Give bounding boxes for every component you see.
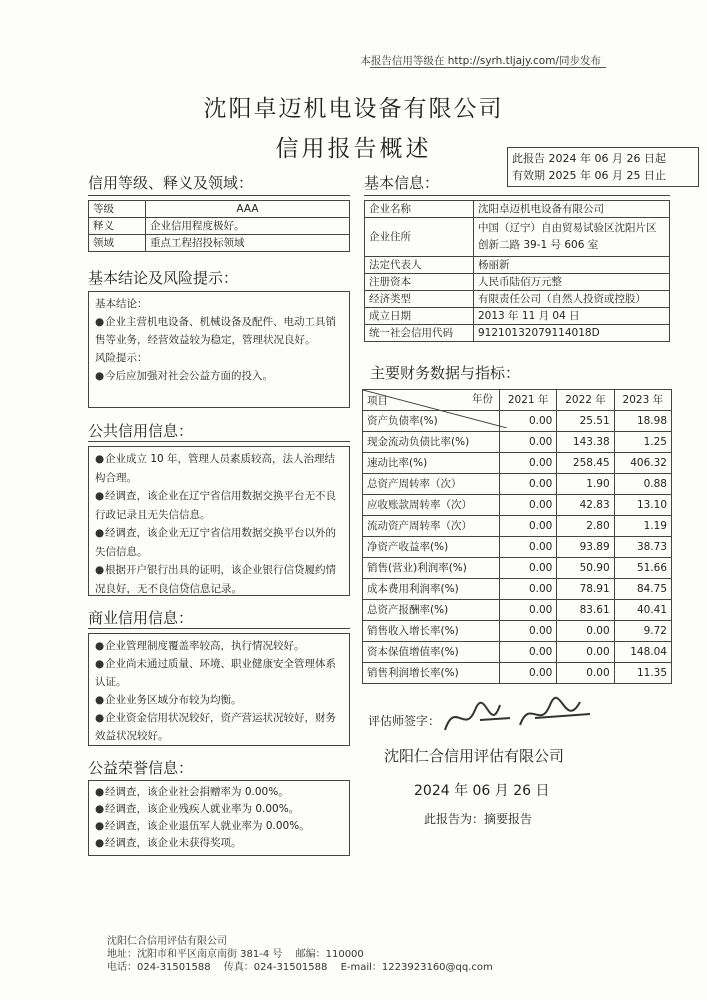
table-header-row <box>363 390 672 411</box>
footer-org: 沈阳仁合信用评估有限公司 <box>107 936 227 947</box>
heading-rule <box>88 195 350 196</box>
bullet-icon: ● <box>95 453 105 465</box>
commercial-credit-box <box>88 633 350 746</box>
list-item: ●经调查，该企业未获得奖项。 <box>95 835 343 852</box>
bullet-icon: ● <box>95 490 105 502</box>
table-row <box>363 516 672 537</box>
list-item: ●企业资金信用状况较好，资产营运状况较好，财务效益状况较好。 <box>95 709 343 745</box>
definition-label: 释义 <box>89 218 146 235</box>
table-row <box>363 495 672 516</box>
metric-value: 0.00 <box>500 474 557 495</box>
info-label: 注册资本 <box>365 274 474 291</box>
list-item: ●经调查，该企业社会捐赠率为 0.00%。 <box>95 784 343 801</box>
bullet-icon: ● <box>95 837 105 849</box>
bullet-icon: ● <box>95 820 105 832</box>
table-row <box>365 218 670 257</box>
table-row <box>363 474 672 495</box>
table-row <box>89 218 350 235</box>
table-row <box>363 600 672 621</box>
public-welfare-heading: 公益荣誉信息： <box>88 759 194 777</box>
metric-name: 资本保值增值率(%) <box>363 642 500 663</box>
list-item: ●根据开户银行出具的证明，该企业银行信贷履约情况良好，无不良信贷信息记录。 <box>95 561 343 598</box>
info-value: 91210132079114018D <box>474 325 670 342</box>
basic-info-heading: 基本信息： <box>364 174 440 192</box>
public-credit-heading: 公共信用信息： <box>88 422 194 440</box>
metric-value: 0.00 <box>500 642 557 663</box>
risk-item <box>95 367 343 385</box>
metric-value: 11.35 <box>614 663 671 684</box>
handwritten-signature <box>440 690 600 750</box>
metric-value: 0.00 <box>500 600 557 621</box>
table-row <box>363 663 672 684</box>
info-label: 企业住所 <box>365 218 474 257</box>
metric-value: 0.00 <box>500 579 557 600</box>
public-welfare-box <box>88 780 350 856</box>
bullet-icon: ● <box>95 564 105 576</box>
metric-value: 84.75 <box>614 579 671 600</box>
bullet-icon: ● <box>95 527 105 539</box>
metric-name: 现金流动负债比率(%) <box>363 432 500 453</box>
metric-name: 销售利润增长率(%) <box>363 663 500 684</box>
table-row <box>363 453 672 474</box>
metric-value: 1.19 <box>614 516 671 537</box>
table-row <box>363 558 672 579</box>
metric-value: 406.32 <box>614 453 671 474</box>
list-item: ●企业业务区域分布较为均衡。 <box>95 691 343 709</box>
domain-value: 重点工程招投标领域 <box>146 235 350 252</box>
basic-conclusion-label: 基本结论： <box>95 298 148 310</box>
metric-value: 18.98 <box>614 411 671 432</box>
year-header: 2021 年 <box>500 390 557 411</box>
public-credit-box <box>88 446 350 596</box>
risk-text: 今后应加强对社会公益方面的投入。 <box>105 370 273 382</box>
metric-name: 销售收入增长率(%) <box>363 621 500 642</box>
table-row <box>365 274 670 291</box>
commercial-credit-heading: 商业信用信息： <box>88 609 194 627</box>
table-row <box>363 621 672 642</box>
year-header: 2022 年 <box>557 390 614 411</box>
info-value: 杨丽新 <box>474 257 670 274</box>
list-item: ●经调查，该企业残疾人就业率为 0.00%。 <box>95 801 343 818</box>
conclusion-box <box>88 291 350 408</box>
heading-rule <box>364 195 670 196</box>
metric-name: 应收账款周转率（次） <box>363 495 500 516</box>
credit-rating-table <box>88 200 350 252</box>
footer-address: 地址：沈阳市和平区南京南街 381-4 号 <box>107 949 283 960</box>
footer-email: E-mail：1223923160@qq.com <box>340 962 493 973</box>
metric-value: 40.41 <box>614 600 671 621</box>
metric-value: 0.00 <box>500 453 557 474</box>
info-value: 有限责任公司（自然人投资或控股） <box>474 291 670 308</box>
list-item: ●企业成立 10 年，管理人员素质较高，法人治理结构合理。 <box>95 450 343 487</box>
table-row <box>365 291 670 308</box>
metric-value: 50.90 <box>557 558 614 579</box>
metric-value: 0.00 <box>557 642 614 663</box>
table-row <box>89 201 350 218</box>
footer-phone: 电话：024-31501588 <box>107 962 211 973</box>
metric-value: 1.25 <box>614 432 671 453</box>
table-row <box>365 325 670 342</box>
metric-value: 0.00 <box>500 537 557 558</box>
list-item: ●经调查，该企业在辽宁省信用数据交换平台无不良行政记录且无失信信息。 <box>95 487 343 524</box>
bullet-icon: ● <box>95 803 105 815</box>
metric-value: 258.45 <box>557 453 614 474</box>
metric-value: 143.38 <box>557 432 614 453</box>
metric-value: 42.83 <box>557 495 614 516</box>
notice-underline <box>370 67 606 68</box>
financial-heading: 主要财务数据与指标： <box>370 364 521 382</box>
list-item: ●经调查，该企业退伍军人就业率为 0.00%。 <box>95 818 343 835</box>
metric-value: 0.00 <box>500 411 557 432</box>
basic-info-table <box>364 200 670 342</box>
conclusion-heading: 基本结论及风险提示： <box>88 269 239 287</box>
heading-rule <box>88 441 350 442</box>
info-label: 经济类型 <box>365 291 474 308</box>
validity-box <box>507 147 699 187</box>
year-header: 2023 年 <box>614 390 671 411</box>
footer <box>107 935 503 974</box>
metric-value: 25.51 <box>557 411 614 432</box>
table-row <box>363 537 672 558</box>
metric-value: 78.91 <box>557 579 614 600</box>
metric-value: 1.90 <box>557 474 614 495</box>
signature-date: 2024 年 06 月 26 日 <box>414 783 550 799</box>
info-value: 2013 年 11 月 04 日 <box>474 308 670 325</box>
metric-name: 成本费用利润率(%) <box>363 579 500 600</box>
domain-label: 领域 <box>89 235 146 252</box>
valid-until: 有效期 2025 年 06 月 25 日止 <box>512 169 666 182</box>
list-item: ●经调查，该企业无辽宁省信用数据交换平台以外的失信信息。 <box>95 524 343 561</box>
metric-name: 总资产报酬率(%) <box>363 600 500 621</box>
bullet-icon: ● <box>95 786 105 798</box>
metric-value: 51.66 <box>614 558 671 579</box>
metric-value: 38.73 <box>614 537 671 558</box>
risk-label: 风险提示： <box>95 352 148 364</box>
list-item: ●企业尚未通过质量、环境、职业健康安全管理体系认证。 <box>95 655 343 691</box>
metric-value: 2.80 <box>557 516 614 537</box>
financial-body <box>363 411 672 684</box>
rating-value: AAA <box>146 201 350 218</box>
footer-address-line <box>107 948 503 961</box>
report-nature: 此报告为：摘要报告 <box>424 812 533 826</box>
metric-name: 总资产周转率（次） <box>363 474 500 495</box>
diagonal-header-cell <box>363 390 500 411</box>
metric-value: 13.10 <box>614 495 671 516</box>
metric-name: 资产负债率(%) <box>363 411 500 432</box>
metric-value: 0.00 <box>557 663 614 684</box>
table-row <box>365 308 670 325</box>
basic-conclusion-text: 企业主营机电设备、机械设备及配件、电动工具销售等业务，经营效益较为稳定，管理状况良好。 <box>95 316 336 346</box>
definition-value: 企业信用程度极好。 <box>146 218 350 235</box>
metric-value: 93.89 <box>557 537 614 558</box>
metric-value: 0.00 <box>500 516 557 537</box>
info-value: 人民币陆佰万元整 <box>474 274 670 291</box>
table-row <box>363 432 672 453</box>
metric-name: 销售(营业)利润率(%) <box>363 558 500 579</box>
table-row <box>363 579 672 600</box>
footer-postcode: 邮编：110000 <box>295 949 364 960</box>
metric-value: 83.61 <box>557 600 614 621</box>
footer-fax: 传真：024-31501588 <box>223 962 328 973</box>
publication-notice: 本报告信用等级在 http://syrh.tljajy.com/同步发布 <box>360 55 601 67</box>
bullet-icon: ● <box>95 370 105 382</box>
table-row <box>365 201 670 218</box>
rating-label: 等级 <box>89 201 146 218</box>
info-value: 沈阳卓迈机电设备有限公司 <box>474 201 670 218</box>
table-row <box>89 235 350 252</box>
metric-name: 速动比率(%) <box>363 453 500 474</box>
bullet-icon: ● <box>95 640 105 652</box>
basic-conclusion-item <box>95 313 343 349</box>
report-title: 信用报告概述 <box>275 136 432 162</box>
metric-value: 0.00 <box>500 558 557 579</box>
info-value: 中国（辽宁）自由贸易试验区沈阳片区创新二路 39-1 号 606 室 <box>474 218 670 257</box>
table-row <box>363 642 672 663</box>
company-name-title: 沈阳卓迈机电设备有限公司 <box>203 96 504 122</box>
corner-year-label: 年份 <box>472 393 493 405</box>
financial-table <box>362 389 672 684</box>
metric-value: 0.00 <box>500 495 557 516</box>
footer-contact-line <box>107 961 503 974</box>
list-item: ●企业管理制度覆盖率较高，执行情况较好。 <box>95 637 343 655</box>
heading-rule <box>88 628 350 629</box>
metric-name: 净资产收益率(%) <box>363 537 500 558</box>
metric-value: 148.04 <box>614 642 671 663</box>
table-row <box>365 257 670 274</box>
bullet-icon: ● <box>95 658 105 670</box>
assessor-signature-label: 评估师签字： <box>368 714 441 728</box>
info-label: 统一社会信用代码 <box>365 325 474 342</box>
corner-item-label: 项目 <box>367 395 388 407</box>
bullet-icon: ● <box>95 694 105 706</box>
info-label: 成立日期 <box>365 308 474 325</box>
metric-value: 0.00 <box>557 621 614 642</box>
assessor-organization: 沈阳仁合信用评估有限公司 <box>384 747 565 765</box>
info-label: 企业名称 <box>365 201 474 218</box>
metric-value: 0.00 <box>500 621 557 642</box>
metric-value: 0.00 <box>500 663 557 684</box>
credit-rating-heading: 信用等级、释义及领域： <box>88 174 254 192</box>
metric-value: 9.72 <box>614 621 671 642</box>
bullet-icon: ● <box>95 712 105 724</box>
metric-value: 0.88 <box>614 474 671 495</box>
bullet-icon: ● <box>95 316 105 328</box>
info-label: 法定代表人 <box>365 257 474 274</box>
metric-value: 0.00 <box>500 432 557 453</box>
metric-name: 流动资产周转率（次） <box>363 516 500 537</box>
report-date: 此报告 2024 年 06 月 26 日起 <box>512 152 666 165</box>
